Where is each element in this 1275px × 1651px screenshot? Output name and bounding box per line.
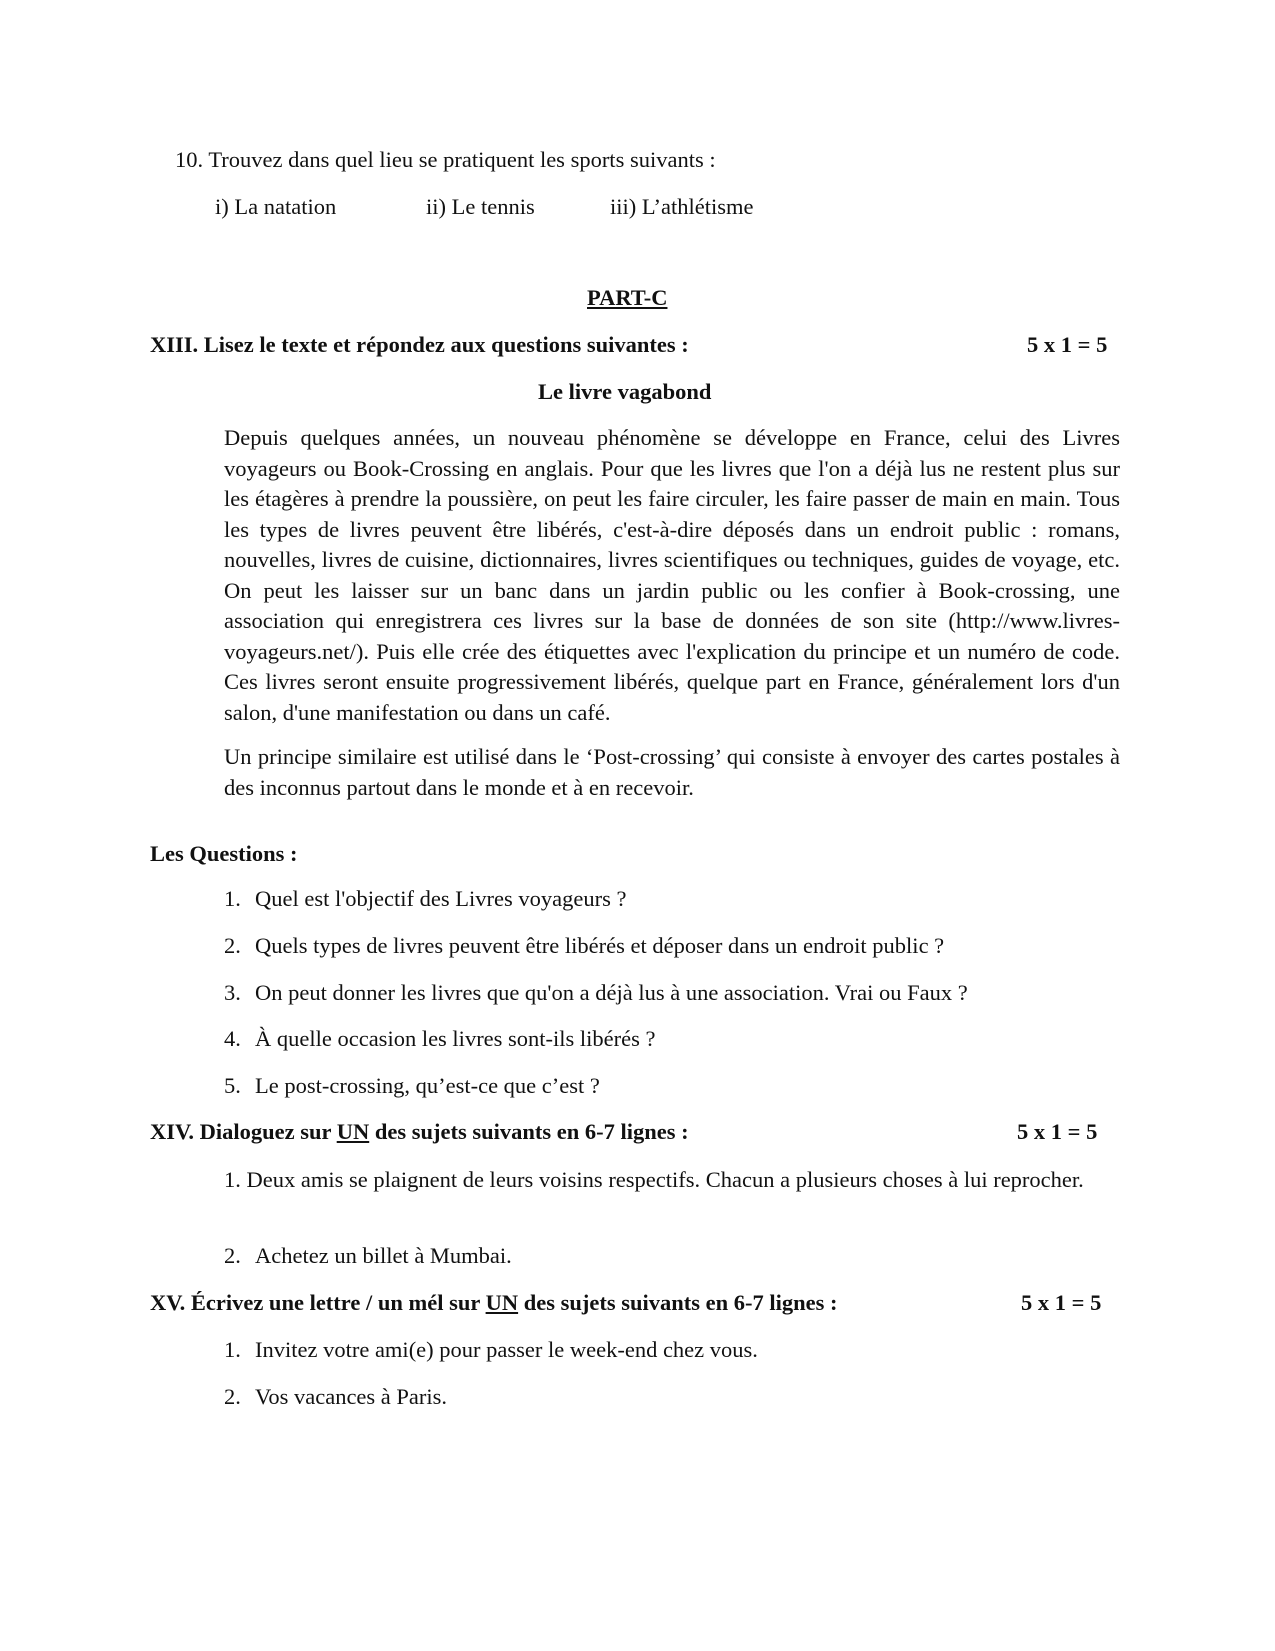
passage-text [224, 423, 1120, 803]
passage-paragraph: Un principe similaire est utilisé dans le ‘Post-crossing’ qui consiste à envoyer des cartes postales à des inconnus partout dans le monde et à en recevoir. [224, 744, 1120, 800]
heading-text: des sujets suivants en 6-7 lignes : [369, 1119, 689, 1144]
dialogue-topic-1: 1. Deux amis se plaignent de leurs voisins respectifs. Chacun a plusieurs choses à lui reprocher. [224, 1167, 1084, 1192]
section-xiv-marks: 5 x 1 = 5 [1017, 1119, 1098, 1144]
question-text: Quels types de livres peuvent être libérés et déposer dans un endroit public ? [255, 933, 945, 958]
question-num: 5. [224, 1073, 241, 1098]
section-xiii-heading: XIII. Lisez le texte et répondez aux questions suivantes : [150, 332, 689, 357]
dialogue-topic-2: Achetez un billet à Mumbai. [255, 1243, 512, 1268]
dialogue-topic-2-num: 2. [224, 1243, 241, 1268]
section-xv-marks: 5 x 1 = 5 [1021, 1290, 1102, 1315]
passage-title: Le livre vagabond [538, 379, 712, 404]
letter-topic: Invitez votre ami(e) pour passer le week-end chez vous. [255, 1337, 758, 1362]
question-text: On peut donner les livres que qu'on a déjà lus à une association. Vrai ou Faux ? [255, 980, 968, 1005]
question-num: 2. [224, 933, 241, 958]
q10-option-2: ii) Le tennis [426, 194, 535, 219]
question-num: 3. [224, 980, 241, 1005]
heading-emphasis: UN [485, 1290, 519, 1315]
part-title: PART-C [587, 285, 668, 310]
heading-text: XIV. Dialoguez sur [150, 1119, 337, 1144]
section-xiv-heading [150, 1117, 689, 1148]
question-num: 4. [224, 1026, 241, 1051]
questions-heading: Les Questions : [150, 841, 298, 866]
heading-emphasis: UN [336, 1119, 370, 1144]
question-text: À quelle occasion les livres sont-ils libérés ? [255, 1026, 656, 1051]
heading-text: XV. Écrivez une lettre / un mél sur [150, 1290, 486, 1315]
q10-option-1: i) La natation [215, 194, 337, 219]
question-num: 1. [224, 886, 241, 911]
heading-text: des sujets suivants en 6-7 lignes : [518, 1290, 838, 1315]
question-text: Quel est l'objectif des Livres voyageurs ? [255, 886, 627, 911]
section-xv-heading [150, 1288, 838, 1319]
q10-prompt: 10. Trouvez dans quel lieu se pratiquent les sports suivants : [175, 147, 716, 172]
letter-topic-num: 2. [224, 1384, 241, 1409]
letter-topic-num: 1. [224, 1337, 241, 1362]
question-text: Le post-crossing, qu’est-ce que c’est ? [255, 1073, 600, 1098]
letter-topic: Vos vacances à Paris. [255, 1384, 448, 1409]
section-xiii-marks: 5 x 1 = 5 [1027, 332, 1108, 357]
passage-paragraph: Depuis quelques années, un nouveau phénomène se développe en France, celui des Livres voyageurs ou Book-Crossing en anglais. Pour que les livres que l'on a déjà lus ne restent plus sur les étagères à prendre la poussière, on peut les faire circuler, les faire passer de main en main. Tous les types de livres peuvent être libérés, c'est-à-dire déposés dans un endroit public : romans, nouvelles, livres de cuisine, dictionnaires, livres scientifiques ou techniques, guides de voyage, etc. On peut les laisser sur un banc dans un jardin public ou les confier à Book-crossing, une association qui enregistrera ces livres sur la base de données de son site (http://www.livres-voyageurs.net/). Puis elle crée des étiquettes avec l'explication du principe et un numéro de code. Ces livres seront ensuite progressivement libérés, quelque part en France, généralement lors d'un salon, d'une manifestation ou dans un café. [224, 425, 1120, 725]
q10-option-3: iii) L’athlétisme [610, 194, 754, 219]
